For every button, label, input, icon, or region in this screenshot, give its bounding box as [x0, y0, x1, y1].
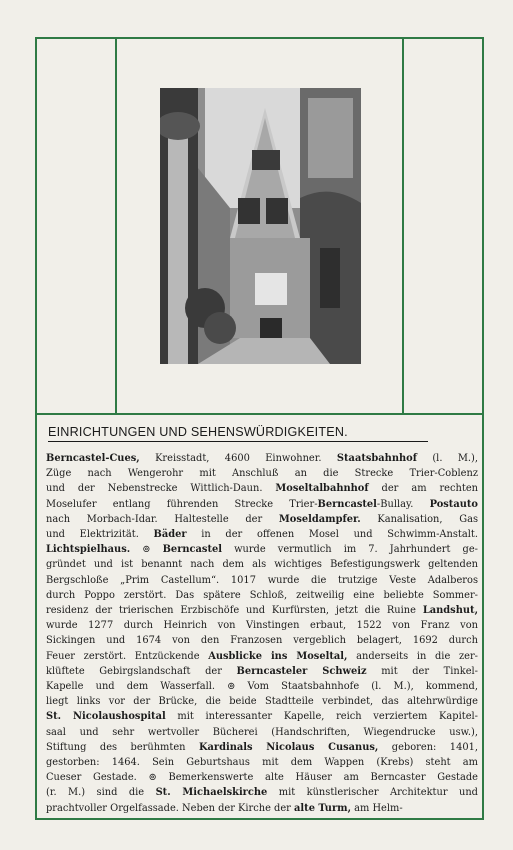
- text-run: in der offenen Mosel und Schwimm-Anstalt.: [186, 529, 478, 541]
- text-run: mit interessanter Kapelle, reich verziertem Kapitel-: [165, 711, 478, 723]
- bold-term: St. Michaelskirche: [155, 787, 268, 799]
- frame-divider-horizontal: [35, 413, 484, 415]
- text-run: Cueser Gestade. ⊚ Bemerkenswerte alte Häuser am Berncaster Gestade: [46, 772, 478, 784]
- text-line: [46, 740, 478, 755]
- text-line: [46, 785, 478, 800]
- bold-term: Berncastel: [317, 498, 377, 510]
- text-run: durch Poppo zerstört. Das spätere Schloß, zeitweilig eine beliebte Sommer-: [46, 589, 478, 601]
- bold-term: Lichtspielhaus.: [46, 544, 131, 556]
- text-line: [46, 527, 478, 542]
- text-line: [46, 755, 478, 770]
- text-run: gestorben: 1464. Sein Geburtshaus mit dem Wappen (Krebs) steht am: [46, 757, 478, 769]
- section-heading: EINRICHTUNGEN UND SEHENSWÜRDIGKEITEN.: [48, 425, 428, 442]
- bold-term: alte Turm,: [294, 802, 351, 814]
- text-run: Kreisstadt, 4600 Einwohner.: [139, 453, 337, 464]
- bold-term: Staatsbahnhof: [336, 453, 417, 464]
- text-line: [46, 649, 478, 664]
- bold-term: Moseldampfer.: [278, 513, 361, 525]
- text-line: [46, 725, 478, 740]
- bold-term: Postauto: [429, 498, 479, 510]
- text-run: mit künstlerischer Architektur und: [267, 787, 478, 799]
- text-run: residenz der trierischen Erzbischöfe und Kurfürsten, jetzt die Ruine: [46, 605, 423, 617]
- text-line: [46, 694, 478, 709]
- bold-term: Berncasteler Schweiz: [236, 665, 367, 677]
- text-run: nach Morbach-Idar. Haltestelle der: [46, 513, 279, 525]
- text-run: (r. M.) sind die: [46, 787, 156, 799]
- text-run: ⊚: [130, 544, 163, 556]
- text-run: am Helm-: [351, 802, 403, 814]
- text-run: Moselufer entlang führenden Strecke Trier-: [46, 498, 318, 510]
- frame-divider-right: [402, 37, 404, 415]
- text-run: Kanalisation, Gas: [360, 513, 478, 525]
- text-line: [46, 557, 478, 572]
- text-run: anderseits in die zer-: [347, 650, 478, 662]
- text-run: -Bullay.: [376, 498, 430, 510]
- text-line: [46, 603, 478, 618]
- text-line: [46, 770, 478, 785]
- text-line: [46, 709, 478, 724]
- text-run: Feuer zerstört. Entzückende: [46, 650, 209, 662]
- text-line: [46, 664, 478, 679]
- text-line: [46, 618, 478, 633]
- text-run: klüftete Gebirgslandschaft der: [46, 665, 237, 677]
- bold-term: St. Nicolaushospital: [46, 711, 166, 723]
- text-run: liegt links vor der Brücke, die beide Stadtteile verbindet, das altehrwürdige: [46, 696, 478, 708]
- bold-term: Kardinals Nicolaus Cusanus,: [198, 741, 379, 753]
- text-run: wurde 1277 durch Heinrich von Vinstingen erbaut, 1522 von Franz von: [46, 620, 478, 632]
- text-run: und der Nebenstrecke Wittlich-Daun.: [46, 483, 276, 495]
- bold-term: Moseltalbahnhof: [275, 483, 369, 495]
- text-line: [46, 801, 478, 816]
- description-text: [46, 451, 478, 816]
- text-run: Züge nach Wengerohr mit Anschluß an die Strecke Trier-Coblenz: [46, 468, 478, 480]
- frame-divider-left: [115, 37, 117, 415]
- text-line: [46, 679, 478, 694]
- text-run: Bergschloße „Prim Castellum“. 1017 wurde die trutzige Veste Adalberos: [46, 574, 478, 586]
- text-line: [46, 497, 478, 512]
- text-line: [46, 588, 478, 603]
- text-run: Sickingen und 1674 von den Franzosen vergeblich belagert, 1692 durch: [46, 635, 478, 647]
- bold-term: Bäder: [153, 529, 187, 541]
- text-run: Stiftung des berühmten: [46, 741, 199, 753]
- bold-term: Berncastel: [162, 544, 222, 556]
- street-photograph: [160, 88, 361, 364]
- bold-term: Berncastel-Cues,: [46, 453, 140, 464]
- text-line: [46, 573, 478, 588]
- text-run: und Elektrizität.: [46, 529, 154, 541]
- text-line: [46, 466, 478, 481]
- text-line: [46, 542, 478, 557]
- text-run: geboren: 1401,: [378, 741, 478, 753]
- text-run: Kapelle und dem Wasserfall. ⊚ Vom Staatsbahnhofe (l. M.), kommend,: [46, 681, 478, 693]
- text-line: [46, 633, 478, 648]
- text-line: [46, 451, 478, 466]
- text-line: [46, 512, 478, 527]
- text-run: der am rechten: [368, 483, 478, 495]
- text-run: mit der Tinkel-: [366, 665, 479, 677]
- text-line: [46, 481, 478, 496]
- text-run: prachtvoller Orgelfassade. Neben der Kirche der: [46, 802, 295, 814]
- text-run: saal und sehr wertvoller Bücherei (Handschriften, Wiegendrucke usw.),: [46, 726, 478, 738]
- text-run: wurde vermutlich im 7. Jahrhundert ge-: [222, 544, 478, 556]
- text-run: gründet und ist benannt nach dem als wichtiges Befestigungswerk geltenden: [46, 559, 478, 571]
- bold-term: Ausblicke ins Moseltal,: [208, 650, 348, 662]
- text-run: (l. M.),: [416, 453, 479, 464]
- bold-term: Landshut,: [422, 605, 478, 617]
